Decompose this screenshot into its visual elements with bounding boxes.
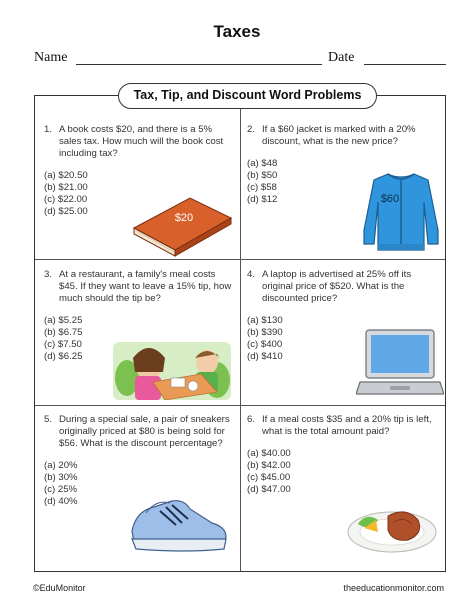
answer-option[interactable]: (a) $40.00 bbox=[247, 448, 291, 459]
jacket-illustration bbox=[358, 168, 444, 254]
question-text: If a meal costs $35 and a 20% tip is left, what is the total amount paid? bbox=[262, 414, 432, 437]
question-number: 1. bbox=[44, 124, 53, 135]
question-number: 3. bbox=[44, 269, 53, 280]
answer-option[interactable]: (a) $48 bbox=[247, 158, 278, 169]
jacket-price-label: $60 bbox=[380, 193, 400, 205]
grid-divider-horizontal bbox=[35, 259, 445, 260]
date-field-line[interactable] bbox=[364, 64, 446, 65]
question-text: A laptop is advertised at 25% off its original price of $520. What is the discounted price? bbox=[262, 269, 412, 304]
answer-option[interactable]: (c) $58 bbox=[247, 182, 277, 193]
question-number: 4. bbox=[247, 269, 256, 280]
page-title: Taxes bbox=[213, 22, 261, 41]
answer-option[interactable]: (b) $21.00 bbox=[44, 182, 88, 193]
footer-copyright: ©EduMonitor bbox=[33, 583, 86, 593]
answer-option[interactable]: (d) $47.00 bbox=[247, 484, 291, 495]
answer-option[interactable]: (c) $7.50 bbox=[44, 339, 82, 350]
answer-option[interactable]: (b) 30% bbox=[44, 472, 78, 483]
name-date-row bbox=[34, 50, 446, 68]
question-text: At a restaurant, a family's meal costs $45. If they want to leave a 15% tip, how much should the tip be? bbox=[59, 269, 232, 304]
question-number: 6. bbox=[247, 414, 256, 425]
question-text: If a $60 jacket is marked with a 20% discount, what is the new price? bbox=[262, 124, 416, 147]
laptop-illustration bbox=[356, 326, 444, 402]
question-number: 2. bbox=[247, 124, 256, 135]
answer-option[interactable]: (b) $42.00 bbox=[247, 460, 291, 471]
restaurant-family-illustration bbox=[113, 328, 233, 400]
name-label: Name bbox=[34, 50, 68, 65]
question-6 bbox=[247, 414, 432, 496]
grid-divider-horizontal bbox=[35, 405, 445, 406]
question-number: 5. bbox=[44, 414, 53, 425]
answer-option[interactable]: (d) $6.25 bbox=[44, 351, 83, 362]
answer-option[interactable]: (c) 25% bbox=[44, 484, 78, 495]
answer-option[interactable]: (d) $25.00 bbox=[44, 206, 88, 217]
answer-option[interactable]: (c) $22.00 bbox=[44, 194, 88, 205]
footer-website: theeducationmonitor.com bbox=[343, 583, 444, 593]
section-banner: Tax, Tip, and Discount Word Problems bbox=[118, 83, 377, 109]
name-field-line[interactable] bbox=[76, 64, 322, 65]
question-text: During a special sale, a pair of sneakers originally priced at $80 is being sold for $56. What is the discount percentage? bbox=[59, 414, 230, 449]
date-label: Date bbox=[328, 50, 355, 65]
answer-option[interactable]: (a) $20.50 bbox=[44, 170, 88, 181]
answer-option[interactable]: (c) $400 bbox=[247, 339, 283, 350]
answer-option[interactable]: (d) $410 bbox=[247, 351, 283, 362]
answer-option[interactable]: (a) $130 bbox=[247, 315, 283, 326]
book-price-label: $20 bbox=[174, 212, 194, 224]
answer-option[interactable]: (d) $12 bbox=[247, 194, 278, 205]
answer-option[interactable]: (a) 20% bbox=[44, 460, 78, 471]
answer-option[interactable]: (b) $6.75 bbox=[44, 327, 83, 338]
meal-plate-illustration bbox=[344, 498, 440, 556]
sneakers-illustration bbox=[126, 493, 230, 553]
answer-option[interactable]: (c) $45.00 bbox=[247, 472, 291, 483]
answer-option[interactable]: (b) $50 bbox=[247, 170, 278, 181]
book-illustration bbox=[130, 190, 235, 258]
answer-options bbox=[247, 448, 432, 496]
answer-option[interactable]: (a) $5.25 bbox=[44, 315, 83, 326]
question-text: A book costs $20, and there is a 5% sales tax. How much will the book cost including tax? bbox=[59, 124, 224, 159]
answer-option[interactable]: (b) $390 bbox=[247, 327, 283, 338]
grid-divider-vertical bbox=[240, 96, 241, 571]
answer-option[interactable]: (d) 40% bbox=[44, 496, 78, 507]
